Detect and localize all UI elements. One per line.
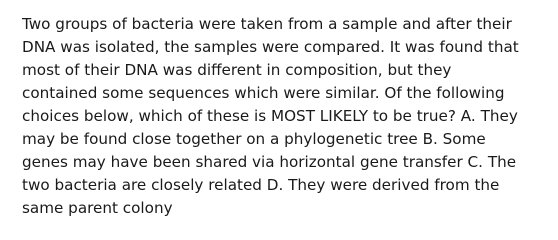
question-line: genes may have been shared via horizontal gene transfer C. The bbox=[22, 153, 517, 171]
question-line: choices below, which of these is MOST LIKELY to be true? A. They bbox=[22, 107, 518, 125]
question-line: contained some sequences which were similar. Of the following bbox=[22, 84, 505, 102]
question-line: two bacteria are closely related D. They were derived from the bbox=[22, 176, 500, 194]
question-text bbox=[22, 13, 547, 220]
question-line: Two groups of bacteria were taken from a sample and after their bbox=[22, 15, 512, 33]
question-line: may be found close together on a phylogenetic tree B. Some bbox=[22, 130, 486, 148]
question-line: same parent colony bbox=[22, 199, 173, 217]
question-line: DNA was isolated, the samples were compared. It was found that bbox=[22, 38, 519, 56]
question-line: most of their DNA was different in composition, but they bbox=[22, 61, 452, 79]
